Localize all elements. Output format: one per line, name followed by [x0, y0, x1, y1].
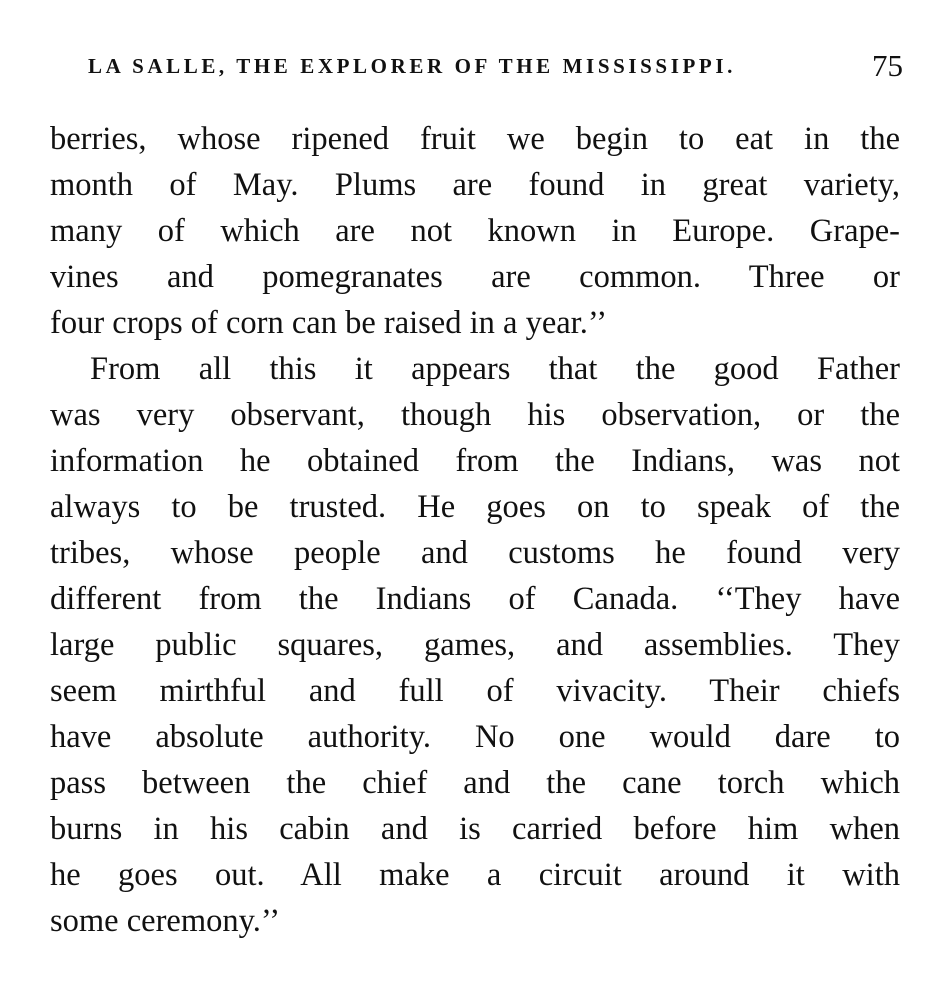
body-text [50, 116, 900, 944]
text-line: large public squares, games, and assemblies. They [50, 627, 900, 663]
text-line: four crops of corn can be raised in a year.’’ [50, 305, 608, 341]
running-head [88, 50, 903, 82]
text-line: information he obtained from the Indians, was not [50, 443, 900, 479]
text-line: vines and pomegranates are common. Three or [50, 259, 900, 295]
paragraph-1 [50, 116, 900, 346]
text-line: burns in his cabin and is carried before him when [50, 811, 900, 847]
paragraph-2 [50, 346, 900, 944]
text-line: seem mirthful and full of vivacity. Their chiefs [50, 673, 900, 709]
text-line: some ceremony.’’ [50, 903, 281, 939]
text-line: tribes, whose people and customs he found very [50, 535, 900, 571]
text-line: different from the Indians of Canada. ‘‘They have [50, 581, 900, 617]
page-number: 75 [872, 48, 903, 83]
text-line: he goes out. All make a circuit around it with [50, 857, 900, 893]
text-line: was very observant, though his observation, or the [50, 397, 900, 433]
text-line: pass between the chief and the cane torch which [50, 765, 900, 801]
text-line: have absolute authority. No one would dare to [50, 719, 900, 755]
text-line: many of which are not known in Europe. Grape- [50, 213, 900, 249]
running-title: LA SALLE, THE EXPLORER OF THE MISSISSIPPI. [88, 54, 736, 78]
text-line: month of May. Plums are found in great variety, [50, 167, 900, 203]
text-line: always to be trusted. He goes on to speak of the [50, 489, 900, 525]
text-line: From all this it appears that the good Father [90, 351, 900, 387]
text-line: berries, whose ripened fruit we begin to eat in the [50, 121, 900, 157]
